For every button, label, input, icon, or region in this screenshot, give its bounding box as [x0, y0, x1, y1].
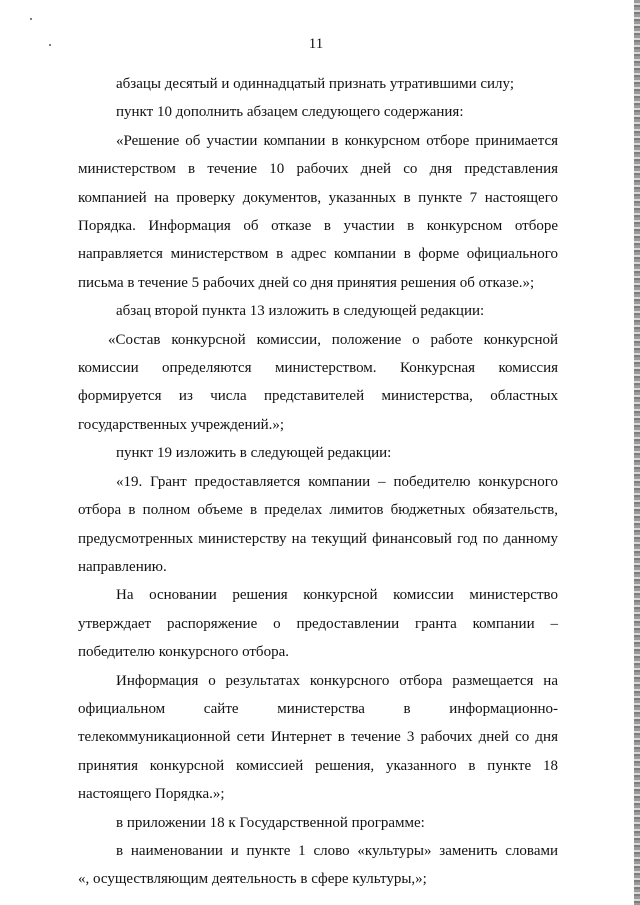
text-line: отбора в полном объеме в пределах лимитов бюджетных обязательств, [78, 502, 558, 519]
scan-edge-artifact [634, 0, 640, 905]
paragraph-p8 [78, 581, 558, 666]
text-line: направляется министерством в адрес компании в форме официального [78, 246, 558, 263]
text-line: компанией на проверку документов, указанных в пункте 7 настоящего [78, 189, 558, 206]
text-line: Порядка. Информация об отказе в участии в конкурсном отборе [78, 218, 558, 235]
text-line: «Решение об участии компании в конкурсном отборе принимается [116, 132, 558, 149]
text-line: абзацы десятый и одиннадцатый признать утратившими силу; [116, 76, 514, 92]
text-line: пункт 19 изложить в следующей редакции: [116, 445, 392, 462]
text-line: направлению. [78, 558, 167, 575]
text-line: «Состав конкурсной комиссии, положение о работе конкурсной [108, 331, 558, 348]
text-line: «19. Грант предоставляется компании – победителю конкурсного [116, 473, 558, 490]
paragraph-p9 [78, 667, 558, 809]
text-line: «, осуществляющим деятельность в сфере культуры,»; [78, 871, 427, 888]
text-line: Информация о результатах конкурсного отбора размещается на [116, 672, 558, 689]
paragraph-p10 [78, 809, 558, 837]
text-line: предусмотренных министерству на текущий финансовый год по данному [78, 530, 558, 547]
text-line: государственных учреждений.»; [78, 416, 285, 433]
paragraph-p6 [78, 439, 558, 467]
paragraph-p7 [78, 468, 558, 582]
text-line: официальном сайте министерства в информационно- [78, 700, 558, 717]
text-line: принятия конкурсной комиссией решения, указанного в пункте 18 [78, 757, 558, 774]
text-line: письма в течение 5 рабочих дней со дня принятия решения об отказе.»; [78, 274, 535, 291]
text-line: в приложении 18 к Государственной программе: [116, 814, 425, 831]
text-line: настоящего Порядка.»; [78, 786, 225, 803]
paragraph-p11 [78, 837, 558, 894]
paragraph-p4 [78, 297, 558, 325]
text-line: абзац второй пункта 13 изложить в следующей редакции: [116, 303, 485, 320]
paragraph-p2 [78, 98, 558, 126]
page-number: 11 [308, 36, 324, 52]
paragraph-p5 [78, 326, 558, 440]
text-line: формируется из числа представителей министерства, областных [78, 388, 558, 405]
text-line: победителю конкурсного отбора. [78, 644, 289, 661]
text-line: пункт 10 дополнить абзацем следующего содержания: [116, 104, 464, 121]
text-line: На основании решения конкурсной комиссии министерство [116, 587, 558, 604]
paragraph-p1 [78, 70, 558, 98]
paragraph-p3 [78, 127, 558, 297]
scan-speck [30, 18, 32, 20]
text-line: в наименовании и пункте 1 слово «культуры» заменить словами [116, 842, 558, 859]
document-body [78, 70, 558, 894]
text-line: министерством в течение 10 рабочих дней со дня представления [78, 161, 558, 178]
text-line: утверждает распоряжение о предоставлении гранта компании – [78, 615, 558, 632]
text-line: комиссии определяются министерством. Конкурсная комиссия [78, 360, 558, 377]
text-line: телекоммуникационной сети Интернет в течение 3 рабочих дней со дня [78, 729, 558, 746]
